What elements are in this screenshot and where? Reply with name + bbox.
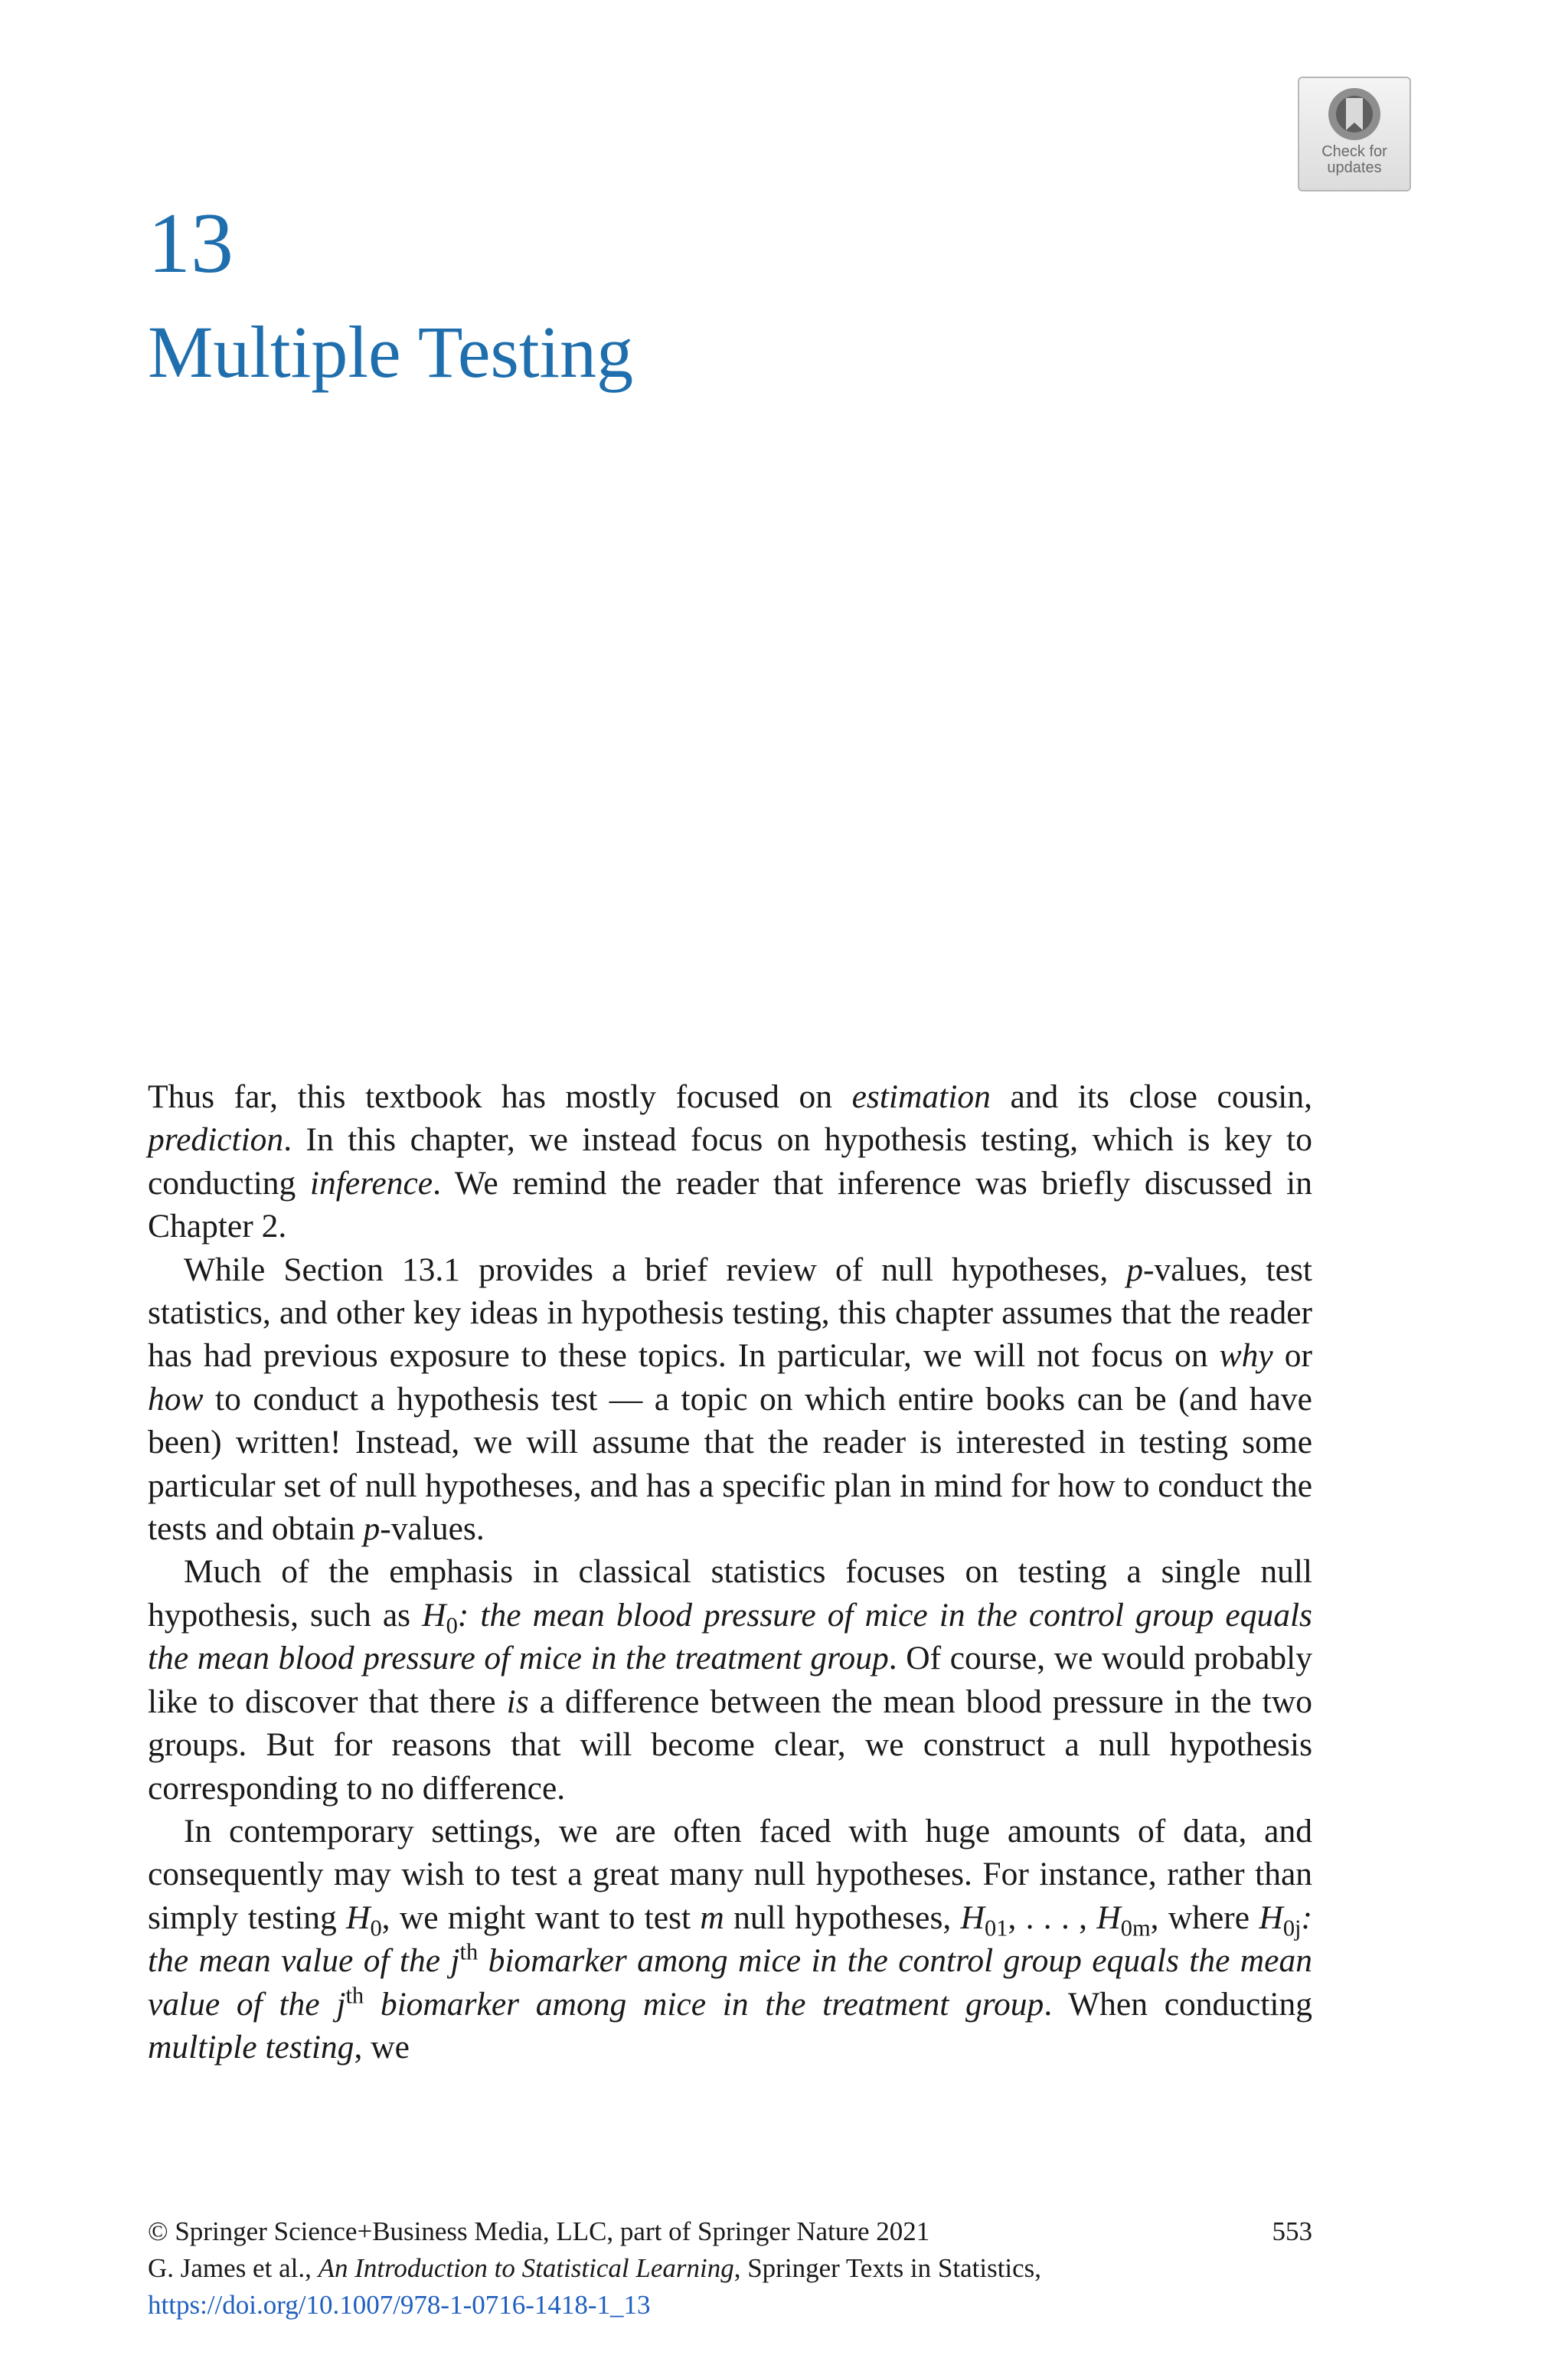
p3-text-1: Much of the emphasis in classical statistics focuses on testing a single null hypothesis, such as <box>148 1553 1312 1634</box>
p4-text-7: , we <box>354 2028 410 2066</box>
paragraph-2 <box>148 1248 1312 1551</box>
copyright-notice: © Springer Science+Business Media, LLC, part of Springer Nature 2021 <box>148 2216 930 2246</box>
p3-emph-is: is <box>506 1683 529 1720</box>
p3-math-h: H <box>422 1596 446 1634</box>
p2-text-1: While Section 13.1 provides a brief review of null hypotheses, <box>184 1251 1127 1288</box>
chapter-number: 13 <box>148 196 234 291</box>
p1-emph-prediction: prediction <box>148 1121 284 1159</box>
badge-label-line1: Check for <box>1321 143 1387 160</box>
badge-label-line2: updates <box>1327 159 1382 176</box>
p4-emph-hypothesis-2: biomarker among mice in the control group equals the mean value of the j <box>148 1942 1312 2023</box>
p4-math-h0j: H <box>1259 1899 1283 1936</box>
p2-math-p: p <box>1126 1251 1144 1288</box>
paragraph-1 <box>148 1075 1312 1248</box>
p4-emph-hypothesis-1: : the mean value of the j <box>148 1899 1313 1980</box>
p4-text-5: , where <box>1150 1899 1259 1936</box>
p3-text-3: a difference between the mean blood pressure in the two groups. But for reasons that will become clear, we construct a null hypothesis corresponding to no difference. <box>148 1683 1312 1807</box>
p1-text-1: Thus far, this textbook has mostly focused on <box>148 1078 852 1115</box>
book-title: An Introduction to Statistical Learning <box>318 2253 734 2283</box>
p2-text-4: to conduct a hypothesis test — a topic on which entire books can be (and have been) written! Instead, we will assume that the reader is interested in testing some particular set of null hypotheses, and has a specific plan in mind for how to conduct the tests and obtain <box>148 1380 1312 1548</box>
p1-emph-inference: inference <box>309 1164 433 1202</box>
p4-text-4: , . . . , <box>1008 1899 1097 1936</box>
p4-math-m: m <box>700 1899 724 1936</box>
p1-text-3: . In this chapter, we instead focus on hypothesis testing, which is key to conducting <box>148 1121 1312 1202</box>
p4-math-h0-sub: 0 <box>370 1915 382 1941</box>
p4-math-h01-sub: 01 <box>985 1915 1008 1941</box>
p4-text-2: , we might want to test <box>381 1899 701 1936</box>
p4-math-h0m: H <box>1096 1899 1121 1936</box>
p4-sup-th-2: th <box>345 1982 364 2009</box>
p4-math-h0m-sub: 0m <box>1120 1915 1151 1941</box>
p4-text-3: null hypotheses, <box>724 1899 961 1936</box>
p4-emph-multiple-testing: multiple testing <box>148 2028 354 2066</box>
p4-text-6: . When conducting <box>1044 1985 1312 2023</box>
citation-suffix: , Springer Texts in Statistics, <box>733 2253 1042 2283</box>
p1-text-4: . We remind the reader that inference was briefly discussed in Chapter 2. <box>148 1164 1312 1245</box>
p4-text-1: In contemporary settings, we are often faced with huge amounts of data, and consequently may wish to test a great many null hypotheses. For instance, rather than simply testing <box>148 1812 1312 1936</box>
p2-text-5: -values. <box>380 1510 485 1548</box>
doi-link[interactable]: https://doi.org/10.1007/978-1-0716-1418-1_13 <box>148 2290 651 2320</box>
p3-text-2: . Of course, we would probably like to discover that there <box>148 1640 1312 1720</box>
chapter-title: Multiple Testing <box>148 311 634 393</box>
p2-emph-how: how <box>148 1380 204 1418</box>
p2-text-3: or <box>1272 1337 1312 1375</box>
p4-sup-th-1: th <box>459 1938 479 1965</box>
p4-math-h01: H <box>960 1899 985 1936</box>
p3-math-h-sub: 0 <box>446 1612 458 1639</box>
p1-emph-estimation: estimation <box>851 1078 991 1115</box>
p4-math-h0j-sub: 0j <box>1282 1915 1302 1941</box>
p4-math-h0: H <box>346 1899 371 1936</box>
paragraph-4 <box>148 1810 1312 2069</box>
paragraph-3 <box>148 1550 1312 1809</box>
p2-emph-why: why <box>1219 1337 1273 1375</box>
citation-prefix: G. James et al., <box>148 2253 318 2283</box>
bookmark-ribbon-icon <box>1325 84 1384 144</box>
page-footer <box>148 2213 1312 2324</box>
p4-emph-hypothesis-3: biomarker among mice in the treatment group <box>364 1985 1044 2023</box>
citation-line <box>148 2250 1312 2287</box>
p2-text-2: -values, test statistics, and other key ideas in hypothesis testing, this chapter assumes that the reader has had previous exposure to these topics. In particular, we will not focus on <box>148 1251 1312 1375</box>
page-number: 553 <box>1272 2216 1312 2246</box>
footer-row-copyright <box>148 2213 1312 2250</box>
p2-math-p-2: p <box>363 1510 381 1548</box>
body-text <box>148 1075 1312 2069</box>
check-for-updates-badge[interactable] <box>1298 77 1411 191</box>
p3-emph-hypothesis: : the mean blood pressure of mice in the control group equals the mean blood pressure of mice in the treatment group <box>148 1596 1312 1677</box>
p1-text-2: and its close cousin, <box>990 1078 1312 1115</box>
